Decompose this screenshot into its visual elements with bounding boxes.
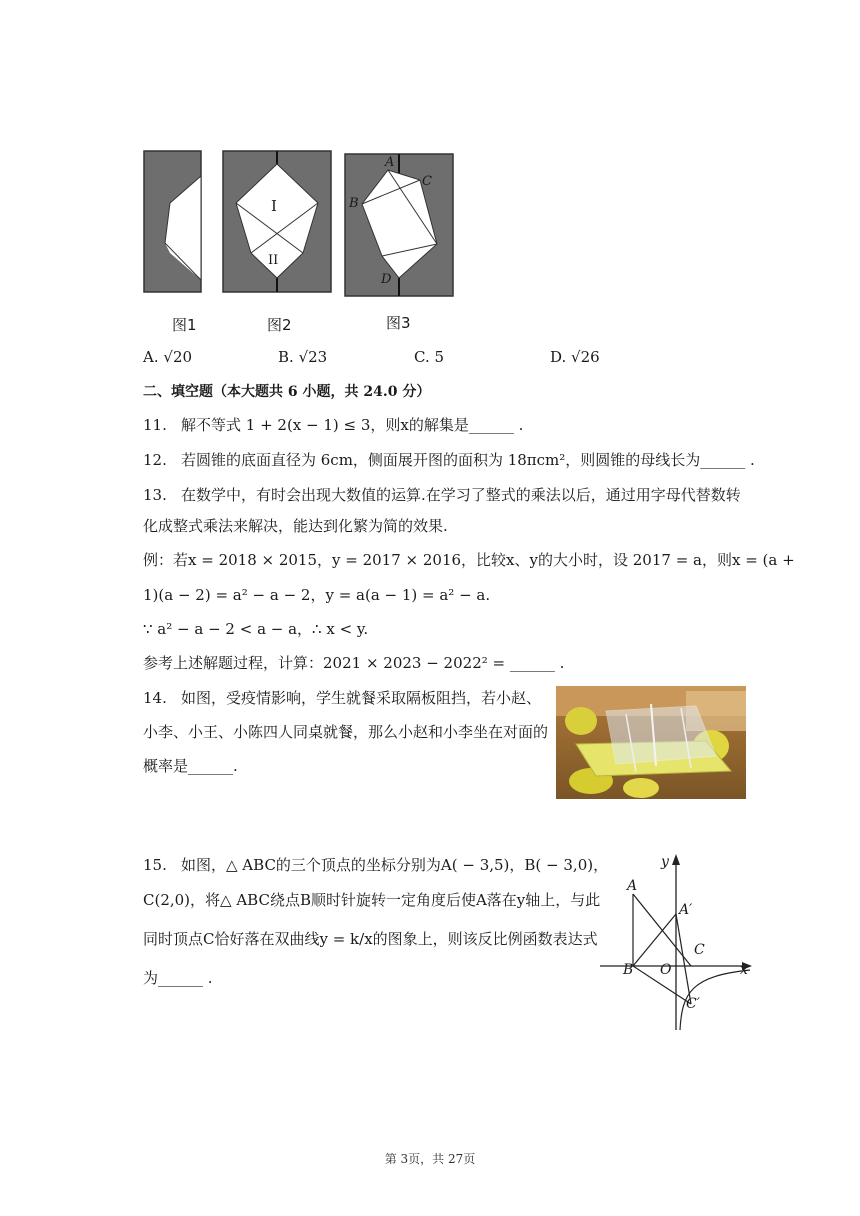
choice-b-letter: B. xyxy=(278,348,294,366)
question-15-line-2: C(2,0)，将△ ABC绕点B顺时针旋转一定角度后使A落在y轴上，与此 xyxy=(143,891,601,909)
coordinate-graph xyxy=(596,852,756,1032)
question-15-line-1 xyxy=(143,855,608,875)
graph-label-a: A xyxy=(627,878,638,894)
choice-c-letter: C. xyxy=(414,348,430,366)
question-15-line-3: 同时顶点C恰好落在双曲线y = k/x的图象上，则该反比例函数表达式 xyxy=(143,930,598,948)
fig3-label-a: A xyxy=(385,155,395,170)
question-14-line-2: 小李、小王、小陈四人同桌就餐，那么小赵和小李坐在对面的 xyxy=(143,723,549,741)
question-14-line-1 xyxy=(143,688,541,708)
choice-d xyxy=(550,348,600,366)
figure-1 xyxy=(144,151,201,292)
fig3-caption: 图3 xyxy=(386,314,411,332)
question-14-text-1: 如图，受疫情影响，学生就餐采取隔板阻挡，若小赵、 xyxy=(181,689,542,707)
folding-figures xyxy=(140,148,460,308)
question-15-number: 15. xyxy=(143,856,167,874)
cafeteria-partition-photo xyxy=(556,686,746,799)
fig2-label-region-2: II xyxy=(268,253,279,268)
graph-label-c: C xyxy=(694,942,705,958)
question-12-text: 若圆锥的底面直径为 6cm，侧面展开图的面积为 18πcm²，则圆锥的母线长为______ . xyxy=(181,451,755,469)
graph-label-c-prime: C′ xyxy=(686,996,700,1012)
choice-d-value: √26 xyxy=(571,348,600,366)
question-13-line-3: 例：若x = 2018 × 2015，y = 2017 × 2016，比较x、y的大小时，设 2017 = a，则x = (a + xyxy=(143,551,795,569)
choice-d-letter: D. xyxy=(550,348,567,366)
graph-label-a-prime: A′ xyxy=(679,902,693,918)
question-14-line-3: 概率是______. xyxy=(143,757,238,775)
fig2-caption: 图2 xyxy=(267,316,292,334)
question-11-number: 11. xyxy=(143,416,167,434)
section-title: 二、填空题（本大题共 6 小题，共 24.0 分） xyxy=(143,384,431,400)
choice-b-value: √23 xyxy=(298,348,328,366)
choice-c xyxy=(414,348,444,366)
question-13-text-1: 在数学中，有时会出现大数值的运算.在学习了整式的乘法以后，通过用字母代替数转 xyxy=(181,486,741,504)
fig3-label-c: C xyxy=(422,174,432,189)
fig3-label-b: B xyxy=(349,196,359,211)
question-11 xyxy=(143,415,523,435)
graph-label-o: O xyxy=(660,962,672,978)
question-15-text-1: 如图，△ ABC的三个顶点的坐标分别为A( − 3,5)，B( − 3,0)， xyxy=(181,856,609,874)
question-12 xyxy=(143,450,755,470)
question-13-line-4: 1)(a − 2) = a² − a − 2，y = a(a − 1) = a² − a. xyxy=(143,586,491,604)
choice-a xyxy=(143,348,192,366)
question-13-line-6: 参考上述解题过程，计算：2021 × 2023 − 2022² = ______ . xyxy=(143,654,565,672)
question-13-line-1 xyxy=(143,485,741,505)
graph-label-b: B xyxy=(623,962,634,978)
question-15-line-4: 为______ . xyxy=(143,969,213,987)
question-13-line-5: ∵ a² − a − 2 < a − a，∴ x < y. xyxy=(143,620,369,638)
question-11-text: 解不等式 1 + 2(x − 1) ≤ 3，则x的解集是______ . xyxy=(181,416,524,434)
question-13-line-2: 化成整式乘法来解决，能达到化繁为简的效果. xyxy=(143,517,448,535)
choice-a-value: √20 xyxy=(163,348,193,366)
page-footer: 第 3页，共 27页 xyxy=(384,1152,476,1166)
figure-2 xyxy=(223,151,331,292)
choice-b xyxy=(278,348,327,366)
fig3-label-d: D xyxy=(381,272,392,287)
fig1-caption: 图1 xyxy=(172,316,197,334)
choice-a-letter: A. xyxy=(143,348,159,366)
choice-c-value: 5 xyxy=(434,348,445,366)
question-12-number: 12. xyxy=(143,451,167,469)
question-14-number: 14. xyxy=(143,689,167,707)
graph-label-y: y xyxy=(661,854,669,870)
graph-label-x: x xyxy=(740,962,748,978)
question-13-number: 13. xyxy=(143,486,167,504)
figure-3 xyxy=(345,154,453,296)
fig2-label-region-1: I xyxy=(271,197,277,215)
